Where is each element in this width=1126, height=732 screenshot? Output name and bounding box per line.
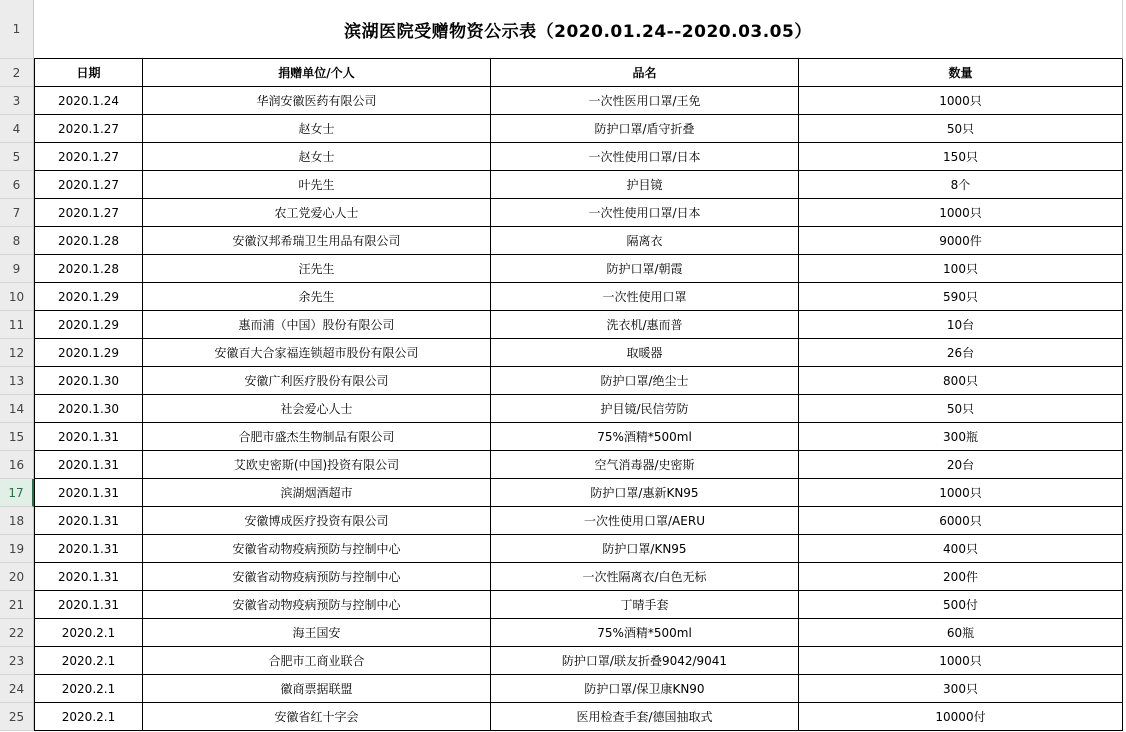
cell-text: 400只 [943, 542, 978, 556]
cell-quantity[interactable] [799, 367, 1123, 395]
header-quantity[interactable] [799, 59, 1123, 87]
cell-item[interactable] [491, 647, 799, 675]
cell-quantity[interactable] [799, 591, 1123, 619]
cell-quantity[interactable] [799, 479, 1123, 507]
header-item[interactable] [491, 59, 799, 87]
row-number: 13 [8, 373, 25, 388]
cell-item[interactable] [491, 535, 799, 563]
cell-item[interactable] [491, 311, 799, 339]
cell-text: 2020.1.27 [57, 205, 120, 220]
row-header-23[interactable] [0, 647, 34, 675]
cell-quantity[interactable] [799, 339, 1123, 367]
cell-item[interactable] [491, 395, 799, 423]
cell-text: 汪先生 [298, 262, 335, 276]
cell-date[interactable] [34, 367, 143, 395]
row-header-15[interactable] [0, 423, 34, 451]
cell-date[interactable] [34, 395, 143, 423]
cell-text: 1000只 [939, 206, 982, 220]
cell-text: 惠而浦（中国）股份有限公司 [238, 318, 395, 332]
row-header-19[interactable] [0, 535, 34, 563]
cell-text: 隔离衣 [626, 234, 663, 248]
cell-quantity[interactable] [799, 283, 1123, 311]
cell-item[interactable] [491, 171, 799, 199]
cell-quantity[interactable] [799, 87, 1123, 115]
row-number: 8 [12, 233, 21, 248]
cell-text: 滨湖烟酒超市 [280, 486, 353, 500]
cell-donor[interactable] [143, 367, 491, 395]
cell-date[interactable] [34, 255, 143, 283]
cell-text: 医用检查手套/德国抽取式 [576, 710, 713, 724]
cell-text: 空气消毒器/史密斯 [594, 458, 695, 472]
cell-date[interactable] [34, 507, 143, 535]
cell-item[interactable] [491, 115, 799, 143]
row-number: 3 [12, 93, 21, 108]
cell-quantity[interactable] [799, 255, 1123, 283]
sheet-title: 滨湖医院受赠物资公示表（2020.01.24--2020.03.05） [344, 21, 812, 42]
cell-item[interactable] [491, 423, 799, 451]
cell-donor[interactable] [143, 591, 491, 619]
row-number: 4 [12, 121, 21, 136]
row-header-24[interactable] [0, 675, 34, 703]
cell-item[interactable] [491, 87, 799, 115]
cell-text: 6000只 [939, 514, 982, 528]
cell-donor[interactable] [143, 115, 491, 143]
row-number: 18 [8, 513, 25, 528]
row-number: 1 [12, 22, 21, 36]
cell-text: 合肥市工商业联合 [268, 654, 365, 668]
cell-date[interactable] [34, 423, 143, 451]
cell-date[interactable] [34, 143, 143, 171]
cell-date[interactable] [34, 227, 143, 255]
cell-donor[interactable] [143, 647, 491, 675]
cell-text: 一次性医用口罩/王免 [588, 94, 701, 108]
cell-text: 防护口罩/朝霞 [606, 262, 683, 276]
row-number: 2 [12, 65, 21, 80]
cell-quantity[interactable] [799, 619, 1123, 647]
row-header-12[interactable] [0, 339, 34, 367]
cell-text: 安徽省动物疫病预防与控制中心 [232, 542, 401, 556]
header-donor[interactable] [143, 59, 491, 87]
cell-donor[interactable] [143, 507, 491, 535]
cell-text: 300瓶 [943, 430, 978, 444]
cell-item[interactable] [491, 199, 799, 227]
cell-quantity[interactable] [799, 311, 1123, 339]
header-label: 品名 [632, 66, 657, 80]
cell-text: 10台 [946, 318, 975, 332]
cell-date[interactable] [34, 87, 143, 115]
cell-text: 2020.1.29 [57, 345, 120, 360]
row-number: 22 [8, 625, 25, 640]
cell-text: 防护口罩/盾守折叠 [594, 122, 695, 136]
cell-text: 安徽汉邦希瑞卫生用品有限公司 [232, 234, 401, 248]
cell-donor[interactable] [143, 479, 491, 507]
cell-text: 防护口罩/惠新KN95 [590, 486, 699, 500]
cell-date[interactable] [34, 675, 143, 703]
cell-donor[interactable] [143, 171, 491, 199]
cell-date[interactable] [34, 563, 143, 591]
cell-date[interactable] [34, 451, 143, 479]
cell-text: 1000只 [939, 486, 982, 500]
cell-text: 1000只 [939, 654, 982, 668]
row-header-6[interactable] [0, 171, 34, 199]
row-header-1[interactable] [0, 0, 34, 59]
cell-item[interactable] [491, 143, 799, 171]
header-label: 捐赠单位/个人 [278, 66, 355, 80]
cell-date[interactable] [34, 115, 143, 143]
cell-text: 海王国安 [292, 626, 341, 640]
cell-date[interactable] [34, 591, 143, 619]
cell-text: 200件 [943, 570, 978, 584]
cell-text: 一次性使用口罩/日本 [588, 206, 701, 220]
cell-text: 500付 [943, 598, 978, 612]
cell-text: 一次性使用口罩 [602, 290, 687, 304]
row-number: 17 [8, 485, 24, 500]
cell-text: 2020.1.27 [57, 149, 120, 164]
cell-text: 2020.1.28 [57, 261, 120, 276]
cell-text: 余先生 [298, 290, 335, 304]
row-header-11[interactable] [0, 311, 34, 339]
cell-donor[interactable] [143, 619, 491, 647]
row-number: 25 [8, 709, 25, 724]
cell-text: 叶先生 [298, 178, 335, 192]
row-header-16[interactable] [0, 451, 34, 479]
cell-text: 防护口罩/联友折叠9042/9041 [561, 654, 728, 668]
cell-quantity[interactable] [799, 395, 1123, 423]
row-header-9[interactable] [0, 255, 34, 283]
cell-text: 护目镜/民信劳防 [600, 402, 689, 416]
cell-text: 护目镜 [626, 178, 663, 192]
cell-donor[interactable] [143, 143, 491, 171]
cell-donor[interactable] [143, 563, 491, 591]
cell-text: 丁晴手套 [620, 598, 669, 612]
row-header-3[interactable] [0, 87, 34, 115]
row-number: 21 [8, 597, 25, 612]
cell-text: 2020.1.27 [57, 177, 120, 192]
row-number: 19 [8, 541, 25, 556]
cell-text: 一次性隔离衣/白色无标 [582, 570, 707, 584]
cell-date[interactable] [34, 339, 143, 367]
cell-item[interactable] [491, 563, 799, 591]
row-number: 14 [8, 401, 25, 416]
cell-text: 2020.1.31 [57, 429, 120, 444]
cell-date[interactable] [34, 171, 143, 199]
cell-donor[interactable] [143, 451, 491, 479]
cell-text: 26台 [946, 346, 975, 360]
cell-quantity[interactable] [799, 647, 1123, 675]
row-header-17[interactable] [0, 479, 34, 507]
row-header-25[interactable] [0, 703, 34, 731]
cell-item[interactable] [491, 703, 799, 731]
row-number: 6 [12, 177, 21, 192]
cell-donor[interactable] [143, 423, 491, 451]
cell-text: 10000付 [935, 710, 986, 724]
cell-text: 8个 [950, 178, 971, 192]
cell-donor[interactable] [143, 703, 491, 731]
cell-quantity[interactable] [799, 535, 1123, 563]
cell-donor[interactable] [143, 87, 491, 115]
cell-text: 2020.1.31 [57, 541, 120, 556]
cell-text: 800只 [943, 374, 978, 388]
cell-date[interactable] [34, 283, 143, 311]
cell-text: 2020.2.1 [61, 709, 116, 724]
row-header-21[interactable] [0, 591, 34, 619]
cell-item[interactable] [491, 675, 799, 703]
cell-donor[interactable] [143, 395, 491, 423]
cell-quantity[interactable] [799, 171, 1123, 199]
cell-text: 安徽省动物疫病预防与控制中心 [232, 570, 401, 584]
row-header-18[interactable] [0, 507, 34, 535]
cell-text: 一次性使用口罩/AERU [584, 514, 705, 528]
cell-text: 一次性使用口罩/日本 [588, 150, 701, 164]
row-number: 16 [8, 457, 25, 472]
cell-donor[interactable] [143, 227, 491, 255]
cell-text: 300只 [943, 682, 978, 696]
row-number: 10 [8, 289, 25, 304]
cell-item[interactable] [491, 591, 799, 619]
cell-text: 2020.1.29 [57, 289, 120, 304]
cell-text: 2020.1.29 [57, 317, 120, 332]
cell-quantity[interactable] [799, 451, 1123, 479]
cell-item[interactable] [491, 339, 799, 367]
cell-text: 2020.1.30 [57, 401, 120, 416]
cell-text: 20台 [946, 458, 975, 472]
cell-text: 75%酒精*500ml [597, 626, 692, 640]
cell-text: 60瓶 [946, 626, 975, 640]
row-number: 5 [12, 149, 21, 164]
cell-text: 2020.1.31 [57, 457, 120, 472]
cell-text: 防护口罩/KN95 [602, 542, 687, 556]
cell-text: 安徽博成医疗投资有限公司 [244, 514, 389, 528]
row-header-2[interactable] [0, 59, 34, 87]
row-header-4[interactable] [0, 115, 34, 143]
cell-text: 2020.1.30 [57, 373, 120, 388]
cell-item[interactable] [491, 367, 799, 395]
cell-text: 590只 [943, 290, 978, 304]
cell-quantity[interactable] [799, 199, 1123, 227]
cell-text: 取暖器 [626, 346, 663, 360]
row-header-13[interactable] [0, 367, 34, 395]
cell-date[interactable] [34, 479, 143, 507]
cell-text: 2020.1.31 [57, 485, 120, 500]
cell-date[interactable] [34, 703, 143, 731]
cell-text: 2020.1.27 [57, 121, 120, 136]
cell-text: 2020.1.31 [57, 597, 120, 612]
row-header-7[interactable] [0, 199, 34, 227]
cell-date[interactable] [34, 199, 143, 227]
cell-quantity[interactable] [799, 703, 1123, 731]
cell-text: 防护口罩/保卫康KN90 [584, 682, 705, 696]
cell-text: 9000件 [939, 234, 982, 248]
cell-text: 社会爱心人士 [280, 402, 353, 416]
cell-item[interactable] [491, 283, 799, 311]
cell-donor[interactable] [143, 283, 491, 311]
cell-text: 赵女士 [298, 150, 335, 164]
cell-item[interactable] [491, 507, 799, 535]
cell-date[interactable] [34, 619, 143, 647]
cell-item[interactable] [491, 619, 799, 647]
cell-text: 防护口罩/绝尘士 [600, 374, 689, 388]
row-header-5[interactable] [0, 143, 34, 171]
row-number: 9 [12, 261, 21, 276]
cell-donor[interactable] [143, 339, 491, 367]
row-header-10[interactable] [0, 283, 34, 311]
cell-text: 100只 [943, 262, 978, 276]
cell-text: 徽商票据联盟 [280, 682, 353, 696]
row-header-8[interactable] [0, 227, 34, 255]
row-header-14[interactable] [0, 395, 34, 423]
cell-item[interactable] [491, 227, 799, 255]
cell-text: 2020.1.31 [57, 569, 120, 584]
row-number: 15 [8, 429, 25, 444]
cell-text: 艾欧史密斯(中国)投资有限公司 [233, 458, 400, 472]
row-header-22[interactable] [0, 619, 34, 647]
cell-date[interactable] [34, 311, 143, 339]
row-number: 24 [8, 681, 25, 696]
cell-quantity[interactable] [799, 563, 1123, 591]
cell-item[interactable] [491, 255, 799, 283]
cell-text: 洗衣机/惠而普 [606, 318, 683, 332]
cell-item[interactable] [491, 479, 799, 507]
cell-date[interactable] [34, 535, 143, 563]
row-number: 7 [12, 205, 21, 220]
cell-quantity[interactable] [799, 115, 1123, 143]
cell-donor[interactable] [143, 199, 491, 227]
cell-text: 农工党爱心人士 [274, 206, 359, 220]
cell-text: 2020.1.24 [57, 93, 120, 108]
cell-text: 2020.1.28 [57, 233, 120, 248]
sheet-title-cell[interactable] [34, 0, 1123, 59]
cell-text: 2020.1.31 [57, 513, 120, 528]
cell-text: 安徽广利医疗股份有限公司 [244, 374, 389, 388]
cell-text: 50只 [946, 402, 975, 416]
cell-text: 安徽省红十字会 [274, 710, 359, 724]
cell-donor[interactable] [143, 535, 491, 563]
cell-donor[interactable] [143, 311, 491, 339]
cell-text: 安徽百大合家福连锁超市股份有限公司 [214, 346, 419, 360]
cell-quantity[interactable] [799, 675, 1123, 703]
cell-text: 赵女士 [298, 122, 335, 136]
cell-date[interactable] [34, 647, 143, 675]
header-label: 数量 [948, 66, 973, 80]
cell-text: 2020.2.1 [61, 681, 116, 696]
cell-text: 2020.2.1 [61, 653, 116, 668]
cell-text: 安徽省动物疫病预防与控制中心 [232, 598, 401, 612]
row-number: 11 [8, 317, 25, 332]
cell-text: 75%酒精*500ml [597, 430, 692, 444]
cell-quantity[interactable] [799, 143, 1123, 171]
cell-donor[interactable] [143, 675, 491, 703]
cell-text: 150只 [943, 150, 978, 164]
cell-text: 2020.2.1 [61, 625, 116, 640]
cell-text: 合肥市盛杰生物制品有限公司 [238, 430, 395, 444]
cell-text: 1000只 [939, 94, 982, 108]
row-number: 12 [8, 345, 25, 360]
cell-text: 华润安徽医药有限公司 [256, 94, 377, 108]
row-number: 20 [8, 569, 25, 584]
cell-text: 50只 [946, 122, 975, 136]
cell-quantity[interactable] [799, 227, 1123, 255]
cell-quantity[interactable] [799, 423, 1123, 451]
header-label: 日期 [76, 66, 101, 80]
header-date[interactable] [34, 59, 143, 87]
row-number: 23 [8, 653, 25, 668]
cell-donor[interactable] [143, 255, 491, 283]
cell-quantity[interactable] [799, 507, 1123, 535]
row-header-20[interactable] [0, 563, 34, 591]
cell-item[interactable] [491, 451, 799, 479]
